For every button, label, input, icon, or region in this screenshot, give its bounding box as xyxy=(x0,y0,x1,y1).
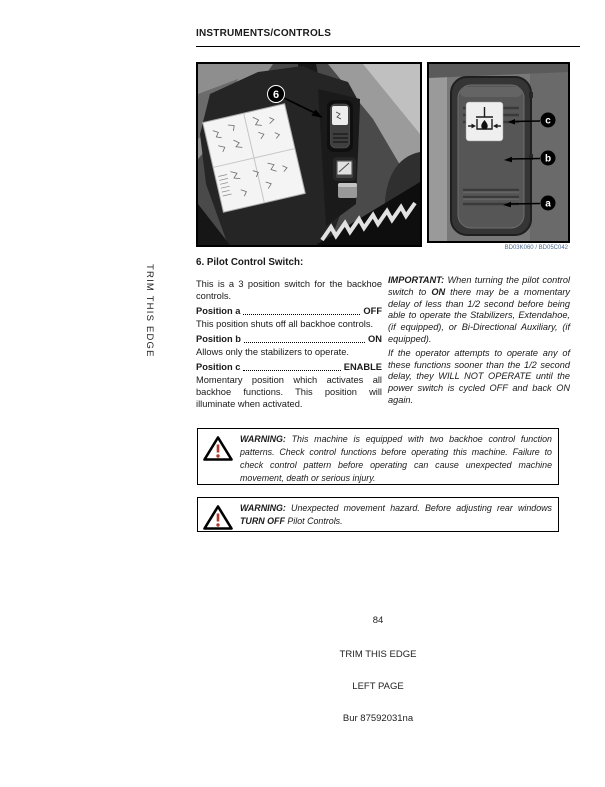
position-a-label: Position a xyxy=(196,306,241,316)
position-c-row xyxy=(196,361,382,373)
callout-c-label: c xyxy=(545,115,551,127)
important-note-p2: If the operator attempts to operate any of these functions sooner than the 1/2 second delay, they WILL NOT OPERATE until the power switch is cycled OFF and back ON again. xyxy=(388,347,570,405)
stabilizer-symbol-icon xyxy=(466,102,503,141)
position-c-value: ENABLE xyxy=(343,362,382,372)
switch-photo-art xyxy=(429,64,568,241)
section-heading: 6. Pilot Control Switch: xyxy=(196,257,304,268)
switch-closeup-photo xyxy=(427,62,570,243)
position-c-label: Position c xyxy=(196,362,241,372)
trim-edge-bottom-label: TRIM THIS EDGE xyxy=(339,649,417,660)
position-b-row xyxy=(196,333,382,345)
position-a-row xyxy=(196,305,382,317)
warning-text: WARNING: This machine is equipped with two backhoe control function patterns. Check control functions before operating this machine. Failure to check control pattern before operating can cause unexpected machine movement, death or serious injury. xyxy=(240,434,552,483)
position-b-label: Position b xyxy=(196,334,241,344)
warning-triangle-icon xyxy=(203,502,233,528)
position-c-desc: Momentary position which activates all backhoe functions. This position will illuminate when activated. xyxy=(196,375,382,409)
warning-box-rear-windows xyxy=(197,497,559,532)
page-side-label: LEFT PAGE xyxy=(352,681,404,692)
position-b-value: ON xyxy=(368,334,382,344)
position-a-value: OFF xyxy=(363,306,382,316)
dot-leader xyxy=(244,342,365,343)
warning-bold-turn-off: TURN OFF xyxy=(240,515,285,526)
callout-a-label: a xyxy=(545,198,551,210)
page-number: 84 xyxy=(372,615,384,626)
secondary-switch xyxy=(333,157,356,181)
warning-label: WARNING: xyxy=(240,434,286,444)
callout-b-label: b xyxy=(544,153,552,165)
warning-triangle-icon xyxy=(203,433,233,481)
rocker-switch xyxy=(451,77,533,235)
important-label: IMPORTANT: xyxy=(388,275,445,285)
position-b-desc: Allows only the stabilizers to operate. xyxy=(196,347,349,357)
page-title: INSTRUMENTS/CONTROLS xyxy=(196,28,332,39)
right-text-column xyxy=(388,275,570,409)
console-photo xyxy=(196,62,422,247)
photo-reference-caption: BD03K060 / BD05C042 xyxy=(504,245,568,251)
dot-leader xyxy=(243,370,340,371)
warning-box-control-patterns xyxy=(197,428,559,485)
pilot-control-switch xyxy=(327,100,353,152)
document-code: Bur 87592031na xyxy=(342,713,414,724)
dot-leader xyxy=(243,314,360,315)
console-photo-art xyxy=(198,64,420,245)
important-bold-on: ON xyxy=(431,286,446,297)
section-intro: This is a 3 position switch for the backhoe controls. xyxy=(196,279,382,301)
warning-label: WARNING: xyxy=(240,503,286,513)
page-header xyxy=(196,23,580,47)
left-text-column xyxy=(196,257,382,413)
important-note: IMPORTANT: When turning the pilot control switch to ON there may be a momentary delay of less than 1/2 second before being able to operate the Stabilizers, Extendahoe, (if equipped), or Bi-Directional Auxiliary, (if equipped). xyxy=(388,275,571,344)
blank-switch xyxy=(338,183,357,198)
callout-6-label: 6 xyxy=(272,89,280,101)
position-a-desc: This position shuts off all backhoe controls. xyxy=(196,319,374,329)
warning-text: WARNING: Unexpected movement hazard. Before adjusting rear windows TURN OFF Pilot Controls. xyxy=(240,503,552,526)
trim-edge-vertical-label: TRIM THIS EDGE xyxy=(144,264,155,358)
